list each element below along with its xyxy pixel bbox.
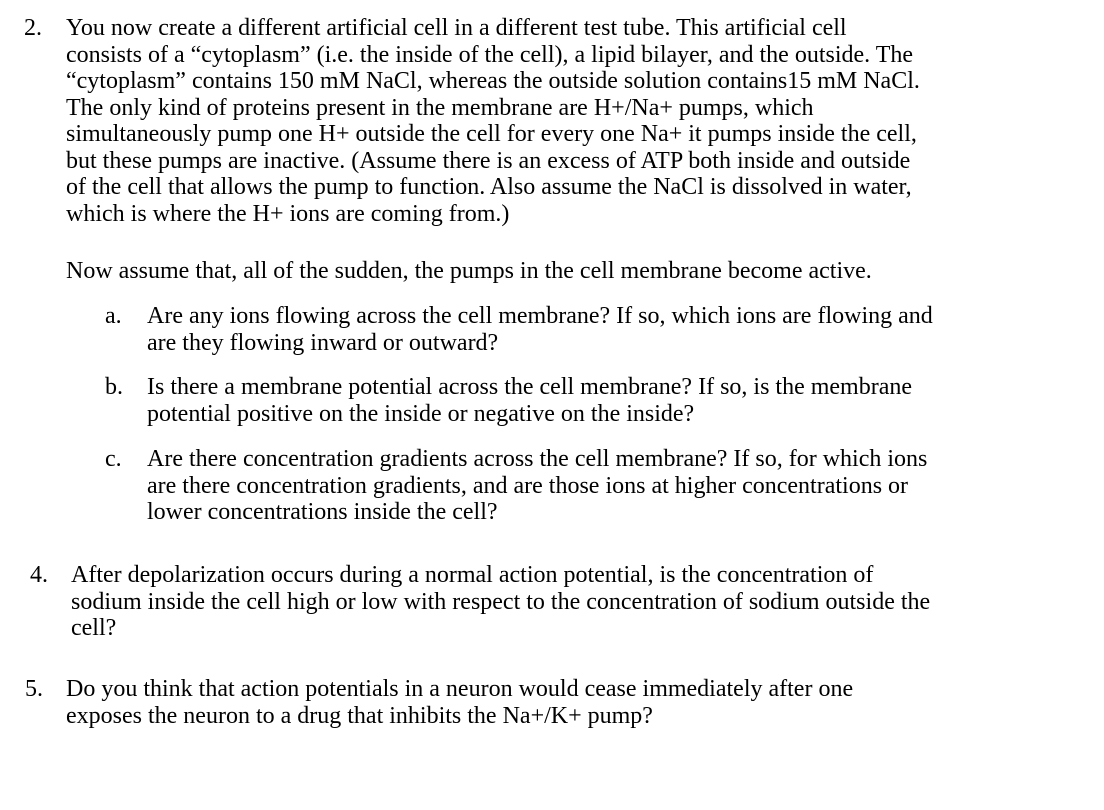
text-line: sodium inside the cell high or low with respect to the concentration of sodium outside the [71, 588, 931, 615]
question-2-scenario: Now assume that, all of the sudden, the pumps in the cell membrane become active. [66, 258, 872, 284]
text-line: are they flowing inward or outward? [147, 329, 499, 356]
subquestion-text [147, 446, 927, 526]
subquestion-text [147, 374, 912, 427]
text-line: but these pumps are inactive. (Assume there is an excess of ATP both inside and outside [66, 147, 911, 174]
text-line: Is there a membrane potential across the cell membrane? If so, is the membrane [147, 374, 913, 400]
subquestion-text [147, 303, 933, 356]
question-text [66, 676, 853, 729]
text-line: “cytoplasm” contains 150 mM NaCl, whereas the outside solution contains15 mM NaCl. [66, 68, 920, 94]
question-number: 2. [24, 15, 42, 41]
text-line: After depolarization occurs during a normal action potential, is the concentration of [71, 562, 874, 588]
text-line: cell? [71, 615, 117, 641]
subquestion-letter: c. [105, 446, 122, 472]
text-line: Are there concentration gradients across the cell membrane? If so, for which ions [147, 446, 928, 472]
text-line: Are any ions flowing across the cell membrane? If so, which ions are flowing and [147, 303, 933, 329]
text-line: You now create a different artificial cell in a different test tube. This artificial cell [66, 15, 847, 41]
text-line: consists of a “cytoplasm” (i.e. the inside of the cell), a lipid bilayer, and the outside. The [66, 41, 914, 68]
text-line: simultaneously pump one H+ outside the cell for every one Na+ it pumps inside the cell, [66, 121, 917, 147]
question-text [66, 15, 920, 227]
text-line: exposes the neuron to a drug that inhibits the Na+/K+ pump? [66, 702, 653, 729]
text-line: of the cell that allows the pump to function. Also assume the NaCl is dissolved in water, [66, 174, 912, 200]
text-line: potential positive on the inside or negative on the inside? [147, 400, 695, 427]
subquestion-letter: b. [105, 374, 123, 400]
text-line: which is where the H+ ions are coming from.) [66, 200, 510, 227]
text-line: The only kind of proteins present in the membrane are H+/Na+ pumps, which [66, 94, 814, 121]
text-line: lower concentrations inside the cell? [147, 499, 498, 525]
text-line: are there concentration gradients, and are those ions at higher concentrations or [147, 472, 909, 499]
text-line: Do you think that action potentials in a neuron would cease immediately after one [66, 676, 854, 702]
question-number: 4. [30, 562, 48, 588]
question-number: 5. [25, 676, 43, 702]
question-text [71, 562, 930, 642]
subquestion-letter: a. [105, 303, 122, 329]
